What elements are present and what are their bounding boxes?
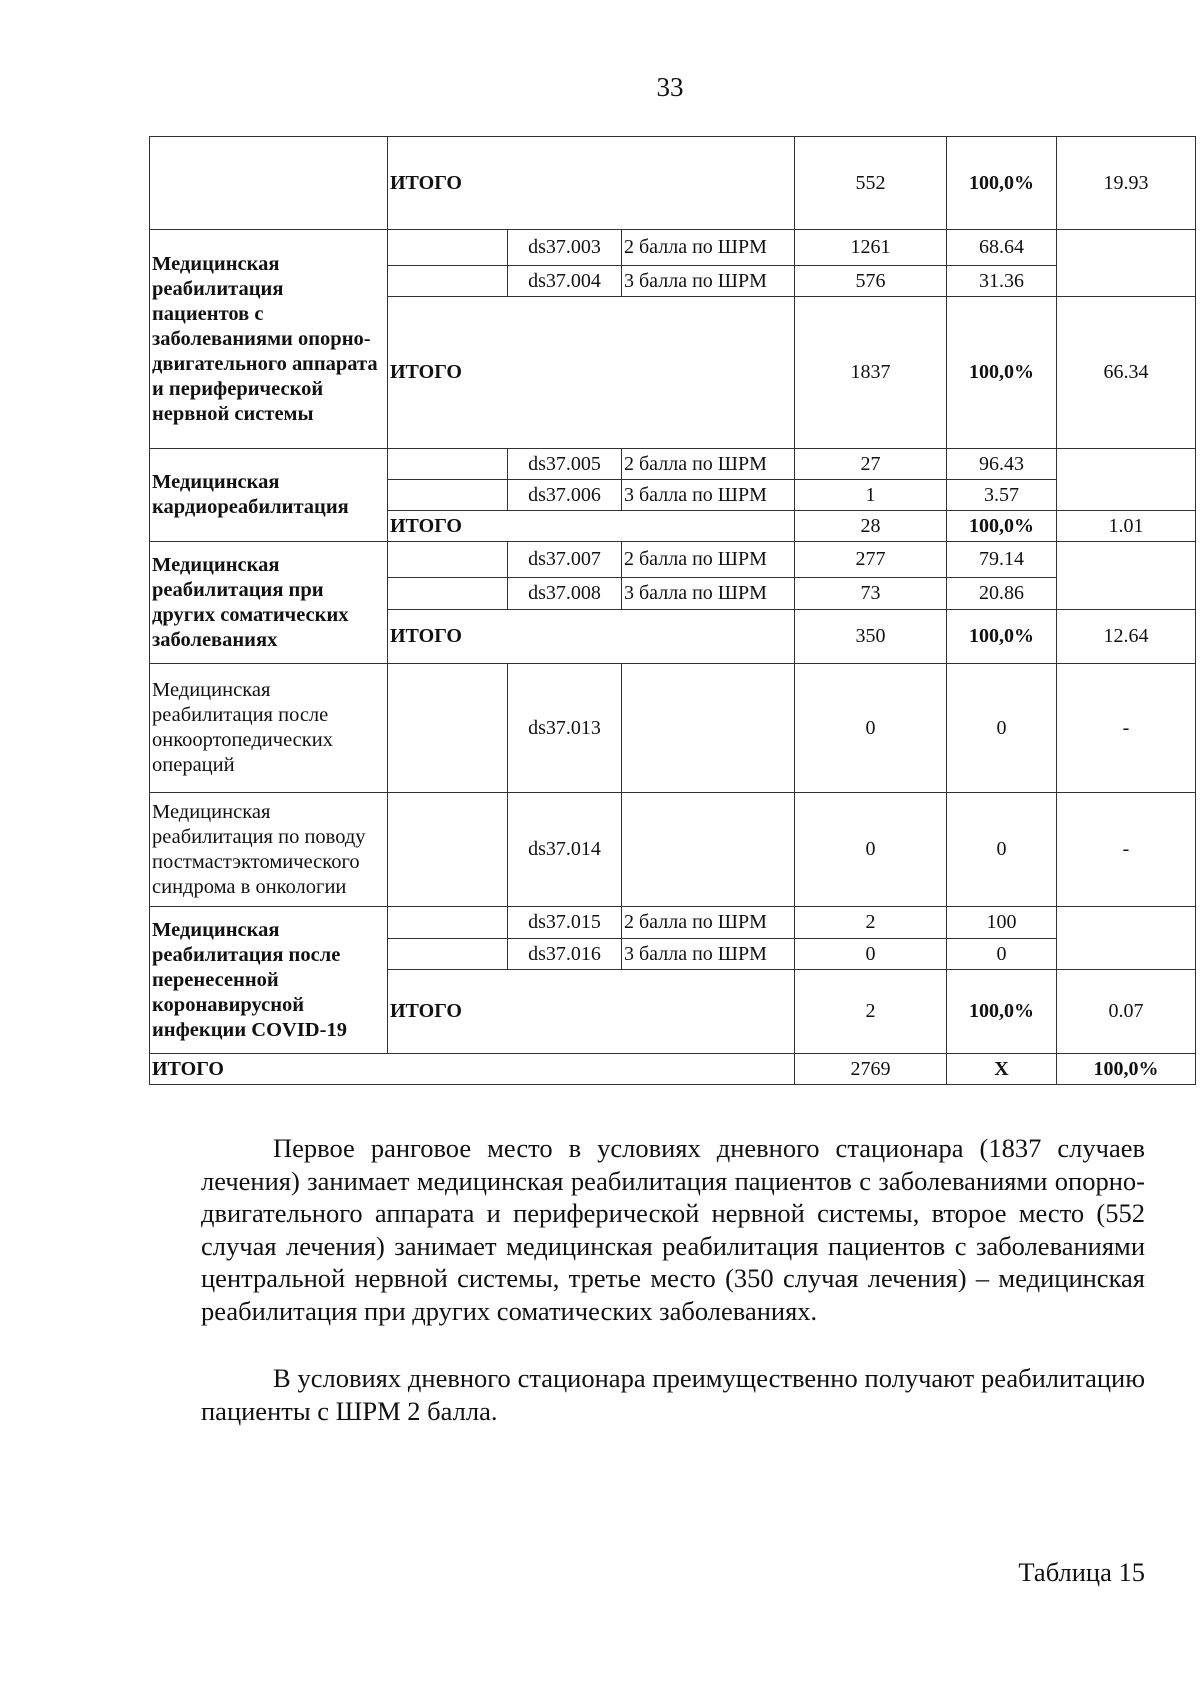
count-cell: 2769 <box>795 1054 947 1085</box>
share-cell: 96.43 <box>947 449 1057 480</box>
empty-cell <box>622 793 795 907</box>
empty-cell <box>150 137 388 230</box>
empty-cell <box>388 907 508 939</box>
count-cell: 1261 <box>795 230 947 266</box>
count-cell: 27 <box>795 449 947 480</box>
paragraph-text: В условиях дневного стационара преимущественно получают реабилитацию пациенты с ШРМ 2 балла. <box>201 1363 1145 1426</box>
percent-cell: 12.64 <box>1057 610 1196 664</box>
count-cell: 1 <box>795 480 947 511</box>
count-cell: 1837 <box>795 297 947 449</box>
score-cell: 3 балла по ШРМ <box>622 578 795 610</box>
share-cell: 100,0% <box>947 137 1057 230</box>
empty-cell <box>388 480 508 511</box>
empty-cell <box>388 939 508 970</box>
paragraph-conclusion <box>201 1362 1145 1427</box>
grand-total-label: ИТОГО <box>150 1054 795 1085</box>
percent-cell: - <box>1057 793 1196 907</box>
share-cell: 0 <box>947 664 1057 793</box>
empty-cell <box>388 578 508 610</box>
empty-cell <box>388 793 508 907</box>
paragraph-ranking <box>201 1132 1145 1327</box>
code-cell: ds37.015 <box>508 907 622 939</box>
group-name: Медицинская реабилитация после перенесенной коронавирусной инфекции COVID-19 <box>150 907 388 1054</box>
count-cell: 350 <box>795 610 947 664</box>
code-cell: ds37.006 <box>508 480 622 511</box>
score-cell: 2 балла по ШРМ <box>622 230 795 266</box>
code-cell: ds37.008 <box>508 578 622 610</box>
empty-cell <box>1057 449 1196 511</box>
percent-cell: 19.93 <box>1057 137 1196 230</box>
empty-cell <box>388 542 508 578</box>
total-label: ИТОГО <box>388 297 795 449</box>
score-cell: 3 балла по ШРМ <box>622 266 795 297</box>
share-cell: 100,0% <box>947 511 1057 542</box>
code-cell: ds37.005 <box>508 449 622 480</box>
percent-cell: - <box>1057 664 1196 793</box>
count-cell: 0 <box>795 664 947 793</box>
count-cell: 0 <box>795 793 947 907</box>
percent-cell: 0.07 <box>1057 970 1196 1054</box>
empty-cell <box>1057 542 1196 610</box>
group-name: Медицинская реабилитация по поводу постмастэктомического синдрома в онкологии <box>150 793 388 907</box>
count-cell: 73 <box>795 578 947 610</box>
empty-cell <box>388 449 508 480</box>
score-cell: 2 балла по ШРМ <box>622 907 795 939</box>
table-caption: Таблица 15 <box>1018 1557 1145 1587</box>
group-name: Медицинская кардиореабилитация <box>150 449 388 542</box>
table-row <box>150 230 1196 266</box>
code-cell: ds37.016 <box>508 939 622 970</box>
count-cell: 2 <box>795 970 947 1054</box>
empty-cell <box>388 266 508 297</box>
score-cell: 2 балла по ШРМ <box>622 542 795 578</box>
page-number: 33 <box>656 72 684 102</box>
score-cell: 2 балла по ШРМ <box>622 449 795 480</box>
code-cell: ds37.004 <box>508 266 622 297</box>
score-cell: 3 балла по ШРМ <box>622 480 795 511</box>
code-cell: ds37.014 <box>508 793 622 907</box>
empty-cell <box>1057 230 1196 297</box>
total-label: ИТОГО <box>388 610 795 664</box>
table-row <box>150 907 1196 939</box>
table-row <box>150 793 1196 907</box>
count-cell: 0 <box>795 939 947 970</box>
table-row <box>150 449 1196 480</box>
percent-cell: 1.01 <box>1057 511 1196 542</box>
share-cell: 3.57 <box>947 480 1057 511</box>
share-cell: 100,0% <box>947 610 1057 664</box>
total-label: ИТОГО <box>388 511 795 542</box>
share-cell: X <box>947 1054 1057 1085</box>
share-cell: 0 <box>947 793 1057 907</box>
count-cell: 277 <box>795 542 947 578</box>
share-cell: 79.14 <box>947 542 1057 578</box>
code-cell: ds37.013 <box>508 664 622 793</box>
score-cell: 3 балла по ШРМ <box>622 939 795 970</box>
count-cell: 552 <box>795 137 947 230</box>
group-name: Медицинская реабилитация при других соматических заболеваниях <box>150 542 388 664</box>
code-cell: ds37.003 <box>508 230 622 266</box>
group-name: Медицинская реабилитация после онкоортопедических операций <box>150 664 388 793</box>
total-label: ИТОГО <box>388 970 795 1054</box>
empty-cell <box>1057 907 1196 970</box>
total-label: ИТОГО <box>388 137 795 230</box>
group-name: Медицинская реабилитация пациентов с заболеваниями опорно-двигательного аппарата и периферической нервной системы <box>150 230 388 449</box>
paragraph-text: Первое ранговое место в условиях дневного стационара (1837 случаев лечения) занимает медицинская реабилитация пациентов с заболеваниями опорно-двигательного аппарата и периферической нервной системы, второе место (552 случая лечения) занимает медицинская реабилитация пациентов с заболеваниями центральной нервной системы, третье место (350 случая лечения) – медицинская реабилитация при других соматических заболеваниях. <box>201 1133 1145 1326</box>
share-cell: 100 <box>947 907 1057 939</box>
table-row <box>150 542 1196 578</box>
percent-cell: 100,0% <box>1057 1054 1196 1085</box>
count-cell: 2 <box>795 907 947 939</box>
share-cell: 31.36 <box>947 266 1057 297</box>
table-row <box>150 664 1196 793</box>
count-cell: 28 <box>795 511 947 542</box>
share-cell: 0 <box>947 939 1057 970</box>
table-row <box>150 137 1196 230</box>
share-cell: 100,0% <box>947 297 1057 449</box>
percent-cell: 66.34 <box>1057 297 1196 449</box>
share-cell: 20.86 <box>947 578 1057 610</box>
empty-cell <box>622 664 795 793</box>
count-cell: 576 <box>795 266 947 297</box>
share-cell: 100,0% <box>947 970 1057 1054</box>
share-cell: 68.64 <box>947 230 1057 266</box>
empty-cell <box>388 230 508 266</box>
rehabilitation-table <box>149 136 1196 1085</box>
table-row <box>150 1054 1196 1085</box>
empty-cell <box>388 664 508 793</box>
code-cell: ds37.007 <box>508 542 622 578</box>
